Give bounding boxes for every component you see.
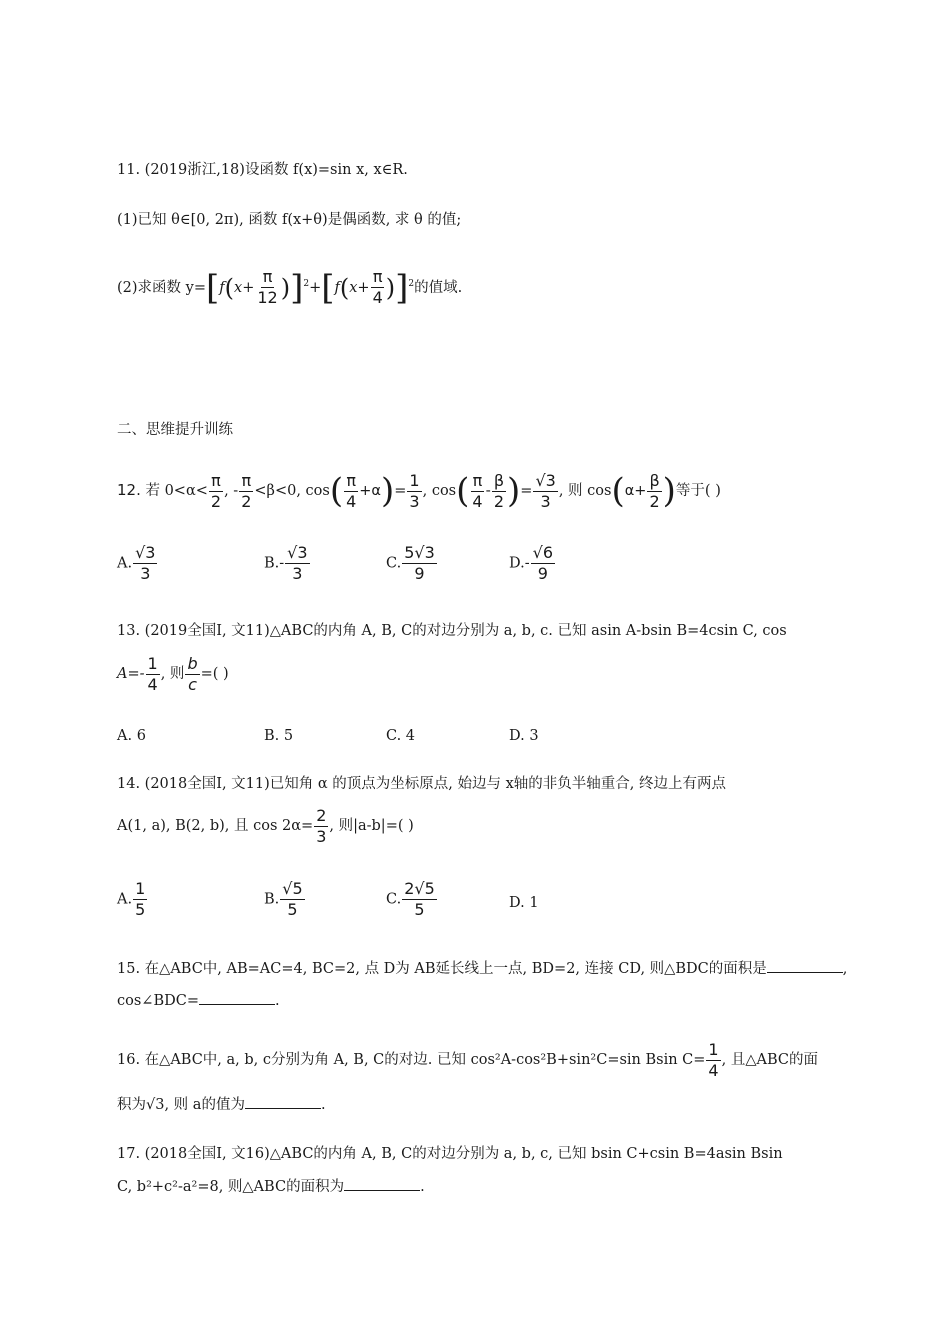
q14-option-a[interactable]: A. $\frac{1}{5}$ <box>117 879 146 919</box>
q16-line2: 积为√3, 则 a的值为 . <box>117 1094 326 1115</box>
q13-option-a[interactable]: A. 6 <box>117 728 146 744</box>
q11-heading: 11. (2019浙江,18)设函数 f(x)=sin x, x∈R. <box>117 162 408 178</box>
q13-option-b[interactable]: B. 5 <box>264 728 294 744</box>
answer-blank[interactable] <box>344 1176 420 1191</box>
q12-stem: 12. 若 0<α< $\frac{\pi}{2}$ , - $\frac{\pi}{2}$ <β<0, cos( $\frac{\pi}{4}$ +α)= $\frac{1}{3}$ , cos( $\frac{\pi}{4}$ - $\frac{\beta}{2}$ )= $\frac{√3}{3}$ , 则 cos(α+ $\frac{\beta}{2}$ )等于( ) <box>117 470 721 511</box>
q11-part2: (2)求函数 y=[f(x+ $\frac{\pi}{12}$ )]$^2$+[f(x+ $\frac{\pi}{4}$ )]$^2$的值域. <box>117 267 463 308</box>
q14-line2: A(1, a), B(2, b), 且 cos 2α= $\frac{2}{3}$ , 则|a-b|=( ) <box>117 805 414 846</box>
q17-line2: C, b²+c²-a²=8, 则△ABC的面积为 . <box>117 1176 425 1197</box>
q14-option-d[interactable]: D. 1 <box>509 895 539 911</box>
q11-part2-prefix: (2)求函数 y= <box>117 279 206 296</box>
q13-option-c[interactable]: C. 4 <box>386 728 416 744</box>
q17-line1: 17. (2018全国Ⅰ, 文16)△ABC的内角 A, B, C的对边分别为 a, b, c, 已知 bsin C+csin B=4asin Bsin <box>117 1146 783 1162</box>
q13-option-d[interactable]: D. 3 <box>509 728 539 744</box>
q11-part1: (1)已知 θ∈[0, 2π), 函数 f(x+θ)是偶函数, 求 θ 的值; <box>117 212 462 228</box>
answer-blank[interactable] <box>767 958 843 973</box>
q16-line1: 16. 在△ABC中, a, b, c分别为角 A, B, C的对边. 已知 cos²A-cos²B+sin²C=sin Bsin C= $\frac{1}{4}$ , 且△ABC的面 <box>117 1039 818 1080</box>
q13-line2: A=- $\frac{1}{4}$ , 则 $\frac{b}{c}$ =( ) <box>117 653 229 694</box>
answer-blank[interactable] <box>245 1094 321 1109</box>
fraction: $\frac{\pi}{4}$ <box>372 267 383 308</box>
section-title: 二、思维提升训练 <box>117 422 233 438</box>
q11-part2-suffix: 的值域. <box>414 279 463 296</box>
fraction: $\frac{\pi}{12}$ <box>257 267 278 308</box>
q12-option-c[interactable]: C. $\frac{5√3}{9}$ <box>386 543 435 583</box>
q14-option-c[interactable]: C. $\frac{2√5}{5}$ <box>386 879 435 919</box>
q15-line2: cos∠BDC= . <box>117 990 280 1011</box>
q15-line1: 15. 在△ABC中, AB=AC=4, BC=2, 点 D为 AB延长线上一点, BD=2, 连接 CD, 则△BDC的面积是 , <box>117 958 847 979</box>
q14-option-b[interactable]: B. $\frac{√5}{5}$ <box>264 879 303 919</box>
q13-line1: 13. (2019全国Ⅰ, 文11)△ABC的内角 A, B, C的对边分别为 a, b, c. 已知 asin A-bsin B=4csin C, cos <box>117 623 787 639</box>
answer-blank[interactable] <box>199 990 275 1005</box>
q12-option-b[interactable]: B.- $\frac{√3}{3}$ <box>264 543 308 583</box>
q14-line1: 14. (2018全国Ⅰ, 文11)已知角 α 的顶点为坐标原点, 始边与 x轴的非负半轴重合, 终边上有两点 <box>117 776 727 792</box>
q12-option-a[interactable]: A. $\frac{√3}{3}$ <box>117 543 156 583</box>
q12-option-d[interactable]: D.- $\frac{√6}{9}$ <box>509 543 553 583</box>
